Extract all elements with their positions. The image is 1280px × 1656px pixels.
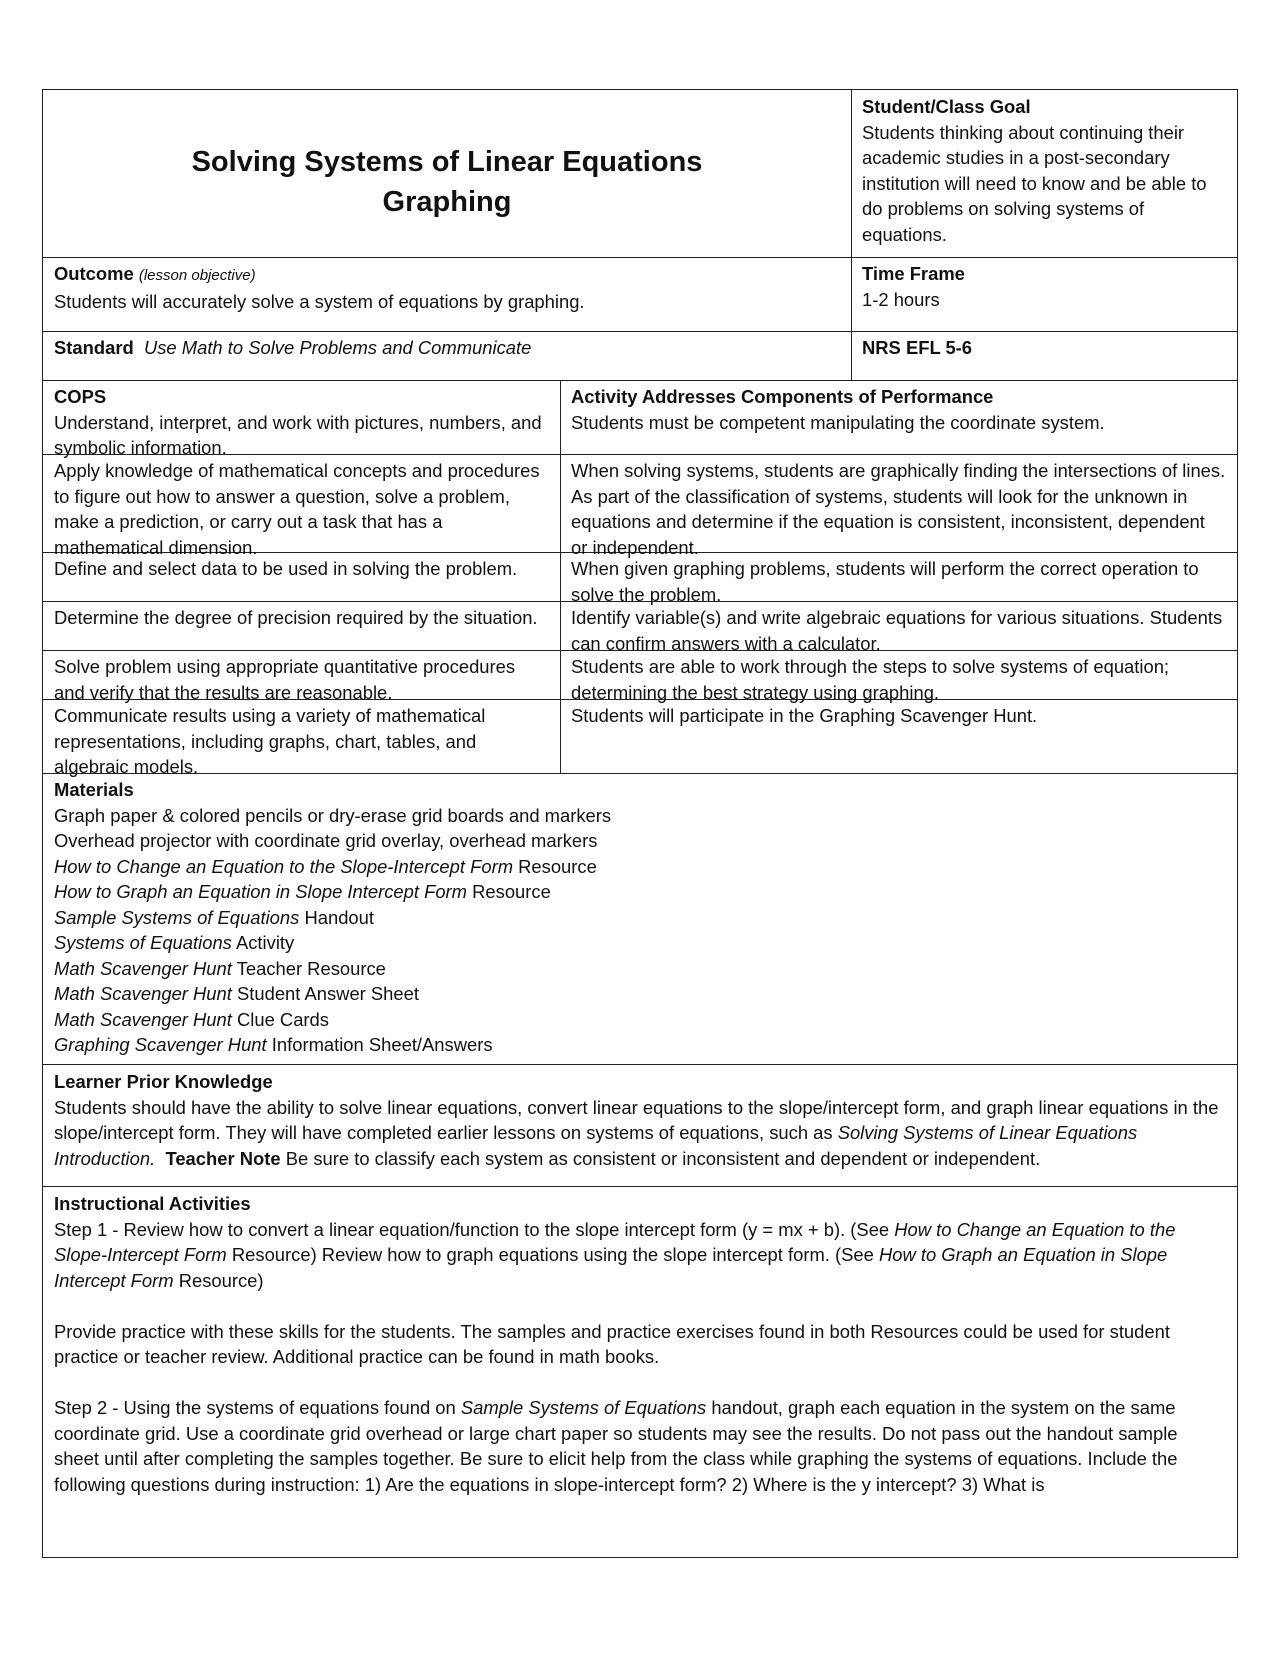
performance-right-text: Students will participate in the Graphing Scavenger Hunt.	[571, 705, 1038, 726]
materials-label: Materials	[54, 779, 134, 800]
cops-left-text: Understand, interpret, and work with pictures, numbers, and symbolic information.	[54, 411, 542, 458]
title-line-1: Solving Systems of Linear Equations	[191, 146, 703, 178]
outcome-sublabel: (lesson objective)	[138, 267, 256, 284]
goal-text: Students thinking about continuing their academic studies in a post-secondary institution will need to know and be able to do problems on solving systems of equations.	[862, 121, 1207, 245]
standard-cell	[43, 331, 851, 365]
standard-label: Standard	[54, 337, 134, 358]
cops-cell	[43, 380, 560, 465]
student-class-goal-cell	[851, 90, 1237, 251]
materials-item: Math Scavenger Hunt Clue Cards	[54, 1008, 329, 1030]
performance-header: Activity Addresses Components of Performance	[571, 386, 994, 407]
materials-item: How to Change an Equation to the Slope-Intercept Form Resource	[54, 855, 597, 877]
outcome-cell	[43, 257, 851, 318]
materials-item: Sample Systems of Equations Handout	[54, 906, 374, 928]
performance-cell	[560, 380, 1237, 439]
nrs-cell	[851, 331, 1237, 365]
prior-knowledge-cell	[43, 1064, 1237, 1175]
performance-right-text: Identify variable(s) and write algebraic equations for various situations. Students can confirm answers with a calculator.	[571, 607, 1223, 654]
materials-item: Math Scavenger Hunt Student Answer Sheet	[54, 983, 419, 1004]
cops-left-text: Define and select data to be used in solving the problem.	[54, 558, 518, 579]
cops-header: COPS	[54, 386, 107, 407]
performance-cell	[560, 454, 1237, 564]
step-2-text: Step 2 - Using the systems of equations found on Sample Systems of Equations handout, graph each equation in the system on the same coordinate grid. Use a coordinate grid overhead or large chart paper so students may see the results. Do not pass out the handout sample sheet until after completing the samples together. Be sure to elicit help from the class while graphing the systems of equations. Include the following questions during instruction: 1) Are the equations in slope-intercept form? 2) Where is the y intercept? 3) What is	[54, 1397, 1178, 1495]
teacher-note-label: Teacher Note	[165, 1147, 281, 1169]
performance-right-text: When given graphing problems, students will perform the correct operation to solve the problem.	[571, 558, 1199, 605]
instructional-activities-cell	[43, 1186, 1237, 1501]
performance-right-text: Students must be competent manipulating the coordinate system.	[571, 411, 1105, 433]
materials-item: How to Graph an Equation in Slope Intercept Form Resource	[54, 881, 551, 902]
outcome-text: Students will accurately solve a system of equations by graphing.	[54, 290, 585, 312]
outcome-label: Outcome	[54, 263, 134, 284]
cops-left-text: Solve problem using appropriate quantitative procedures and verify that the results are reasonable.	[54, 656, 516, 703]
materials-item: Graphing Scavenger Hunt Information Sheet/Answers	[54, 1034, 493, 1055]
practice-text: Provide practice with these skills for the students. The samples and practice exercises found in both Resources could be used for student practice or teacher review. Additional practice can be found in math books.	[54, 1320, 1170, 1367]
performance-right-text: Students are able to work through the steps to solve systems of equation; determining the best strategy using graphing.	[571, 656, 1170, 703]
performance-right-text: When solving systems, students are graphically finding the intersections of lines. As part of the classification of systems, students will look for the unknown in equations and determine if the equation is consistent, inconsistent, dependent or independent.	[571, 460, 1226, 558]
cops-cell	[43, 454, 560, 564]
cops-left-text: Determine the degree of precision required by the situation.	[54, 607, 538, 628]
title-line-2: Graphing	[382, 186, 512, 218]
materials-item: Systems of Equations Activity	[54, 932, 295, 953]
prior-knowledge-label: Learner Prior Knowledge	[54, 1071, 273, 1092]
materials-list	[54, 803, 1226, 1058]
lesson-plan-table	[42, 89, 1238, 1558]
page-title	[43, 142, 851, 222]
materials-cell	[43, 773, 1237, 1062]
performance-cell	[560, 699, 1237, 733]
time-frame-label: Time Frame	[862, 263, 965, 284]
goal-label: Student/Class Goal	[862, 96, 1031, 117]
nrs-label: NRS EFL 5-6	[862, 337, 973, 358]
prior-knowledge-text: Students should have the ability to solve linear equations, convert linear equations to the slope/intercept form, and graph linear equations in the slope/intercept form. They will have completed earlier lessons on systems of equations, such as Solving Systems of Linear Equations Introduction. Teacher Note Be sure to classify each system as consistent or inconsistent and dependent or independent.	[54, 1096, 1219, 1169]
time-frame-value: 1-2 hours	[862, 288, 940, 310]
step-1-text: Step 1 - Review how to convert a linear equation/function to the slope intercept form (y = mx + b). (See How to Change an Equation to the Slope-Intercept Form Resource) Review how to graph equations using the slope intercept form. (See How to Graph an Equation in Slope Intercept Form Resource)	[54, 1218, 1176, 1291]
standard-text: Use Math to Solve Problems and Communicate	[143, 337, 532, 358]
cops-left-text: Apply knowledge of mathematical concepts and procedures to figure out how to answer a question, solve a problem, make a prediction, or carry out a task that has a mathematical dimension.	[54, 460, 540, 558]
time-frame-cell	[851, 257, 1237, 316]
materials-item: Overhead projector with coordinate grid overlay, overhead markers	[54, 830, 598, 851]
cops-cell	[43, 552, 560, 586]
cops-cell	[43, 699, 560, 784]
cops-cell	[43, 601, 560, 635]
instructional-activities-label: Instructional Activities	[54, 1193, 251, 1214]
materials-item: Math Scavenger Hunt Teacher Resource	[54, 957, 386, 979]
materials-item: Graph paper & colored pencils or dry-erase grid boards and markers	[54, 804, 612, 826]
cops-left-text: Communicate results using a variety of mathematical representations, including graphs, chart, tables, and algebraic models.	[54, 705, 486, 777]
